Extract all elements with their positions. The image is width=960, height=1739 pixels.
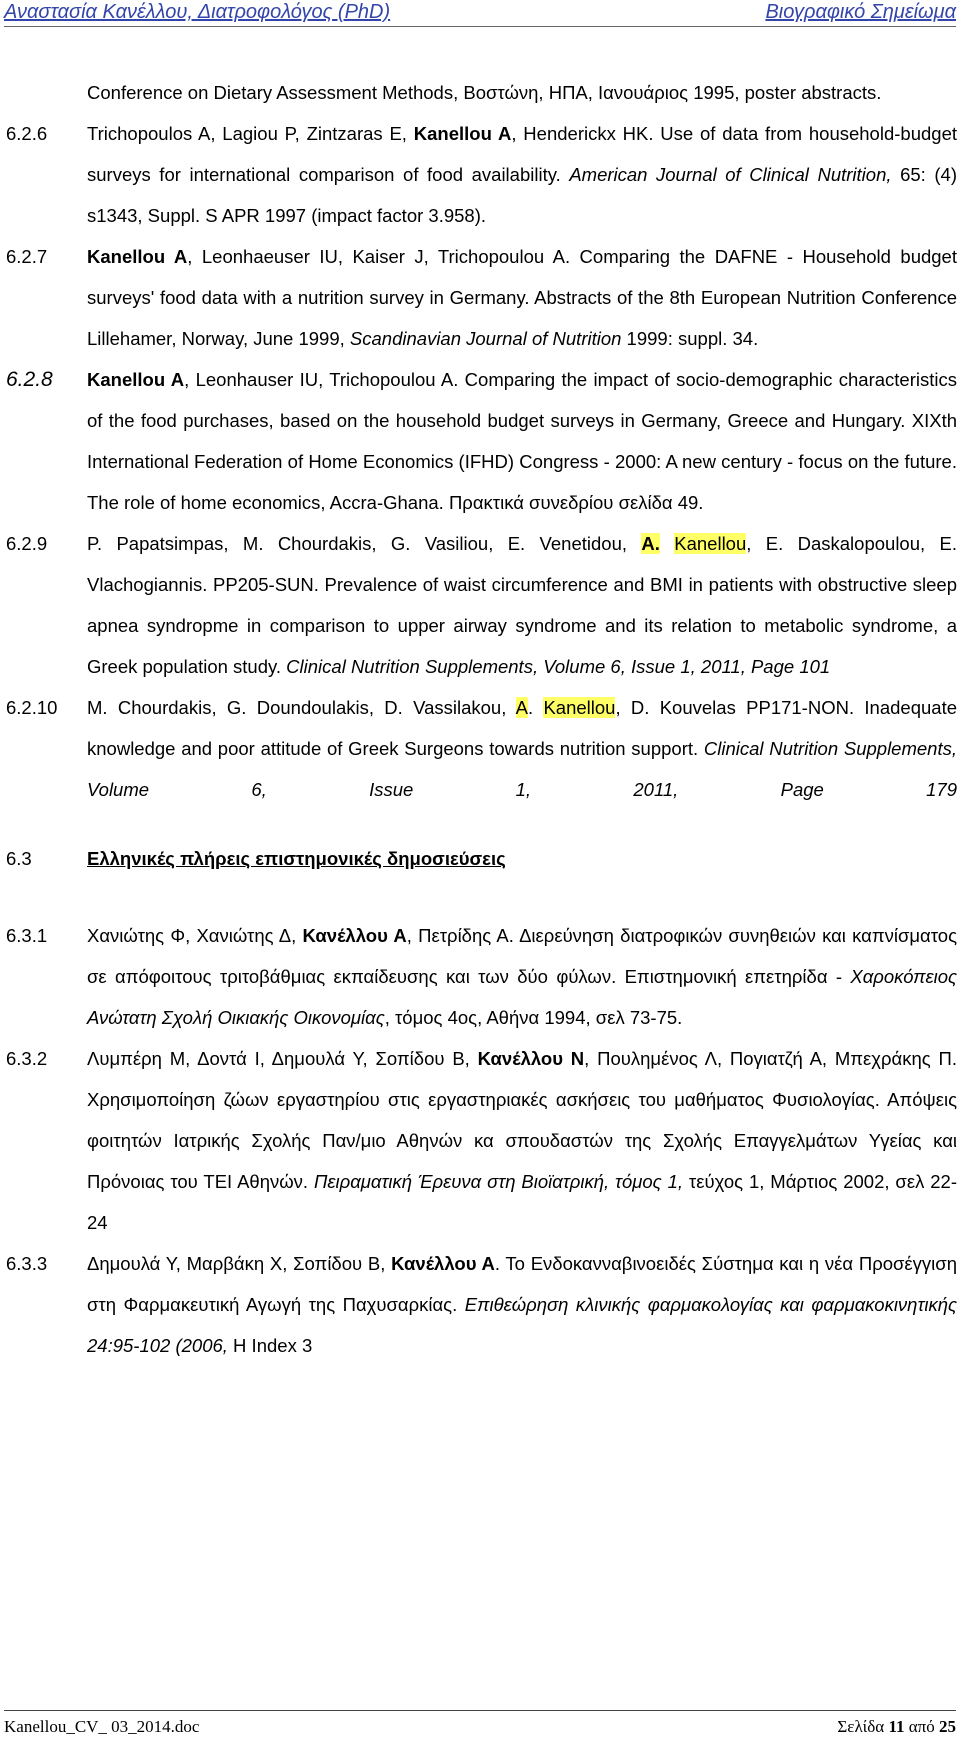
entry-text bbox=[87, 359, 957, 523]
entry-number: 6.2.8 bbox=[6, 368, 53, 391]
entry-6-2-6 bbox=[6, 113, 957, 236]
entry-number: 6.2.6 bbox=[6, 123, 48, 144]
entry-text bbox=[87, 113, 957, 236]
document-body bbox=[6, 72, 957, 1366]
authors: Χανιώτης Φ, Χανιώτης Δ, bbox=[87, 925, 303, 946]
title: , Henderickx HK. Use of data from household-budget surveys for international comparison of food availability. bbox=[87, 123, 957, 185]
title: , Leonhauser IU, Trichopoulou A. Comparing the impact of socio-demographic characteristics of the food purchases, based on the household budget surveys in Germany, Greece and Hungary. XIXth International Federation of Home Economics (IFHD) Congress - 2000: A new century - focus on the future. The role of home economics, Accra-Ghana. Πρακτικά συνεδρίου σελίδα 49. bbox=[87, 369, 957, 513]
title: , Leonhaeuser IU, Kaiser J, Trichopoulou A. Comparing the DAFNE - Household budget surveys' food data with a nutrition survey in Germany. Abstracts of the 8th European Nutrition Conference Lillehamer, Norway, June 1999, bbox=[87, 246, 957, 349]
total-pages: 25 bbox=[939, 1717, 956, 1736]
author-highlight: Kanellou bbox=[674, 533, 747, 554]
entry-text bbox=[87, 1243, 957, 1366]
entry-6-3-2 bbox=[6, 1038, 957, 1243]
spacer bbox=[660, 533, 674, 554]
entry-6-3-1 bbox=[6, 915, 957, 1038]
footer-filename: Kanellou_CV_ 03_2014.doc bbox=[4, 1717, 200, 1736]
authors: M. Chourdakis, G. Doundoulakis, D. Vassilakou, bbox=[87, 697, 516, 718]
citation: Volume 6, Issue 1, 2011, Page 101 bbox=[543, 656, 831, 677]
entry-6-2-10 bbox=[6, 687, 957, 810]
author-highlight: Kanellou bbox=[543, 697, 616, 718]
entry-text bbox=[87, 915, 957, 1038]
title: , Πετρίδης Α. Διερεύνηση διατροφικών συνηθειών και καπνίσματος σε απόφοιτους τριτοβάθμιας εκπαίδευσης και των δύο φύλων. Επιστημονική επετηρίδα - bbox=[87, 925, 958, 987]
separator: , bbox=[532, 656, 544, 677]
title: , E. Daskalopoulou, E. Vlachogiannis. PP205-SUN. Prevalence of waist circumference and BMI in patients with obstructive sleep apnea syndropme in comparison to upper airway syndrome and its relation to metabolic syndrome, a Greek population study. bbox=[87, 533, 957, 677]
author-highlight: A. bbox=[641, 533, 660, 554]
author-highlight: Κανέλλου Α bbox=[391, 1253, 495, 1274]
entry-text bbox=[87, 687, 957, 810]
author-highlight: Κανέλλου Α bbox=[302, 925, 407, 946]
entry-number: 6.3.3 bbox=[6, 1253, 48, 1274]
citation: τεύχος 1, Μάρτιος 2002, σελ 22-24 bbox=[87, 1171, 957, 1233]
page-label: Σελίδα bbox=[837, 1717, 885, 1736]
citation: 1999: suppl. 34. bbox=[621, 328, 759, 349]
citation: Η Index 3 bbox=[227, 1335, 313, 1356]
of-label: από bbox=[908, 1717, 935, 1736]
entry-6-2-7 bbox=[6, 236, 957, 359]
journal: Clinical Nutrition Supplements bbox=[286, 656, 533, 677]
section-number: 6.3 bbox=[6, 848, 32, 869]
authors: Δημουλά Υ, Μαρβάκη Χ, Σοπίδου Β, bbox=[87, 1253, 392, 1274]
page-footer bbox=[4, 1710, 956, 1737]
separator: . bbox=[527, 697, 544, 718]
current-page: 11 bbox=[888, 1717, 905, 1736]
separator: , bbox=[951, 738, 957, 759]
author-highlight: Kanellou A bbox=[87, 369, 185, 390]
page-header bbox=[4, 0, 956, 27]
journal: Χαροκόπειος Ανώτατη Σχολή Οικιακής Οικονομίας bbox=[87, 966, 957, 1028]
entry-6-2-8 bbox=[6, 359, 957, 523]
journal: Επιθεώρηση κλινικής φαρμακολογίας και φαρμακοκινητικής 24:95-102 (2006, bbox=[87, 1294, 957, 1356]
journal: American Journal of Clinical Nutrition, bbox=[569, 164, 892, 185]
entry-text bbox=[87, 523, 957, 687]
entry-6-3-3 bbox=[6, 1243, 957, 1366]
journal: Clinical Nutrition Supplements bbox=[703, 738, 952, 759]
title: . Το Ενδοκανναβινοειδές Σύστημα και η νέα Προσέγγιση στη Φαρμακευτική Αγωγή της Παχυσαρκίας. bbox=[87, 1253, 957, 1315]
entry-text bbox=[87, 1038, 957, 1243]
entry-number: 6.2.7 bbox=[6, 246, 48, 267]
journal: Πειραματική Έρευνα στη Βιοϊατρική, τόμος 1, bbox=[314, 1171, 684, 1192]
authors: P. Papatsimpas, M. Chourdakis, G. Vasiliou, E. Venetidou, bbox=[87, 533, 642, 554]
title: , D. Kouvelas PP171-NON. Inadequate knowledge and poor attitude of Greek Surgeons towards nutrition support. bbox=[87, 697, 957, 759]
citation: 65: (4) s1343, Suppl. S APR 1997 (impact factor 3.958). bbox=[87, 164, 957, 226]
entry-continuation bbox=[6, 72, 957, 113]
entry-number: 6.3.2 bbox=[6, 1048, 48, 1069]
citation: , τόμος 4ος, Αθήνα 1994, σελ 73-75. bbox=[384, 1007, 683, 1028]
entry-number: 6.2.9 bbox=[6, 533, 48, 554]
author-highlight: Κανέλλου Ν bbox=[477, 1048, 585, 1069]
entry-number: 6.2.10 bbox=[6, 697, 58, 718]
entry-text bbox=[87, 236, 957, 359]
header-doc-title: Βιογραφικό Σημείωμα bbox=[765, 1, 956, 23]
entry-6-2-9 bbox=[6, 523, 957, 687]
title: , Πουλημένος Λ, Πογιατζή Α, Μπεχράκης Π. Χρησιμοποίηση ζώων εργαστηρίου στις εργαστηριακές ασκήσεις του μαθήματος Φυσιολογίας. Απόψεις φοιτητών Ιατρικής Σχολής Παν/μιο Αθηνών κα σπουδαστών της Σχολής Επαγγελμάτων Υγείας και Πρόνοιας του ΤΕΙ Αθηνών. bbox=[87, 1048, 957, 1192]
citation: Volume 6, Issue 1, 2011, Page 179 bbox=[87, 779, 957, 800]
section-title: Ελληνικές πλήρεις επιστημονικές δημοσιεύσεις bbox=[87, 848, 506, 869]
continuation-text: Conference on Dietary Assessment Methods, Βοστώνη, ΗΠΑ, Ιανουάριος 1995, poster abstracts. bbox=[87, 82, 882, 103]
entry-number: 6.3.1 bbox=[6, 925, 48, 946]
authors: Λυμπέρη Μ, Δοντά Ι, Δημουλά Υ, Σοπίδου Β, bbox=[87, 1048, 478, 1069]
header-author: Αναστασία Κανέλλου, Διατροφολόγος (PhD) bbox=[4, 1, 391, 23]
section-heading bbox=[6, 838, 957, 879]
author-highlight: Kanellou A bbox=[413, 123, 512, 144]
journal: Scandinavian Journal of Nutrition bbox=[349, 328, 622, 349]
author-highlight: A bbox=[515, 697, 528, 718]
authors: Trichopoulos A, Lagiou P, Zintzaras E, bbox=[87, 123, 414, 144]
author-highlight: Kanellou A bbox=[87, 246, 188, 267]
footer-page-number bbox=[837, 1717, 956, 1737]
